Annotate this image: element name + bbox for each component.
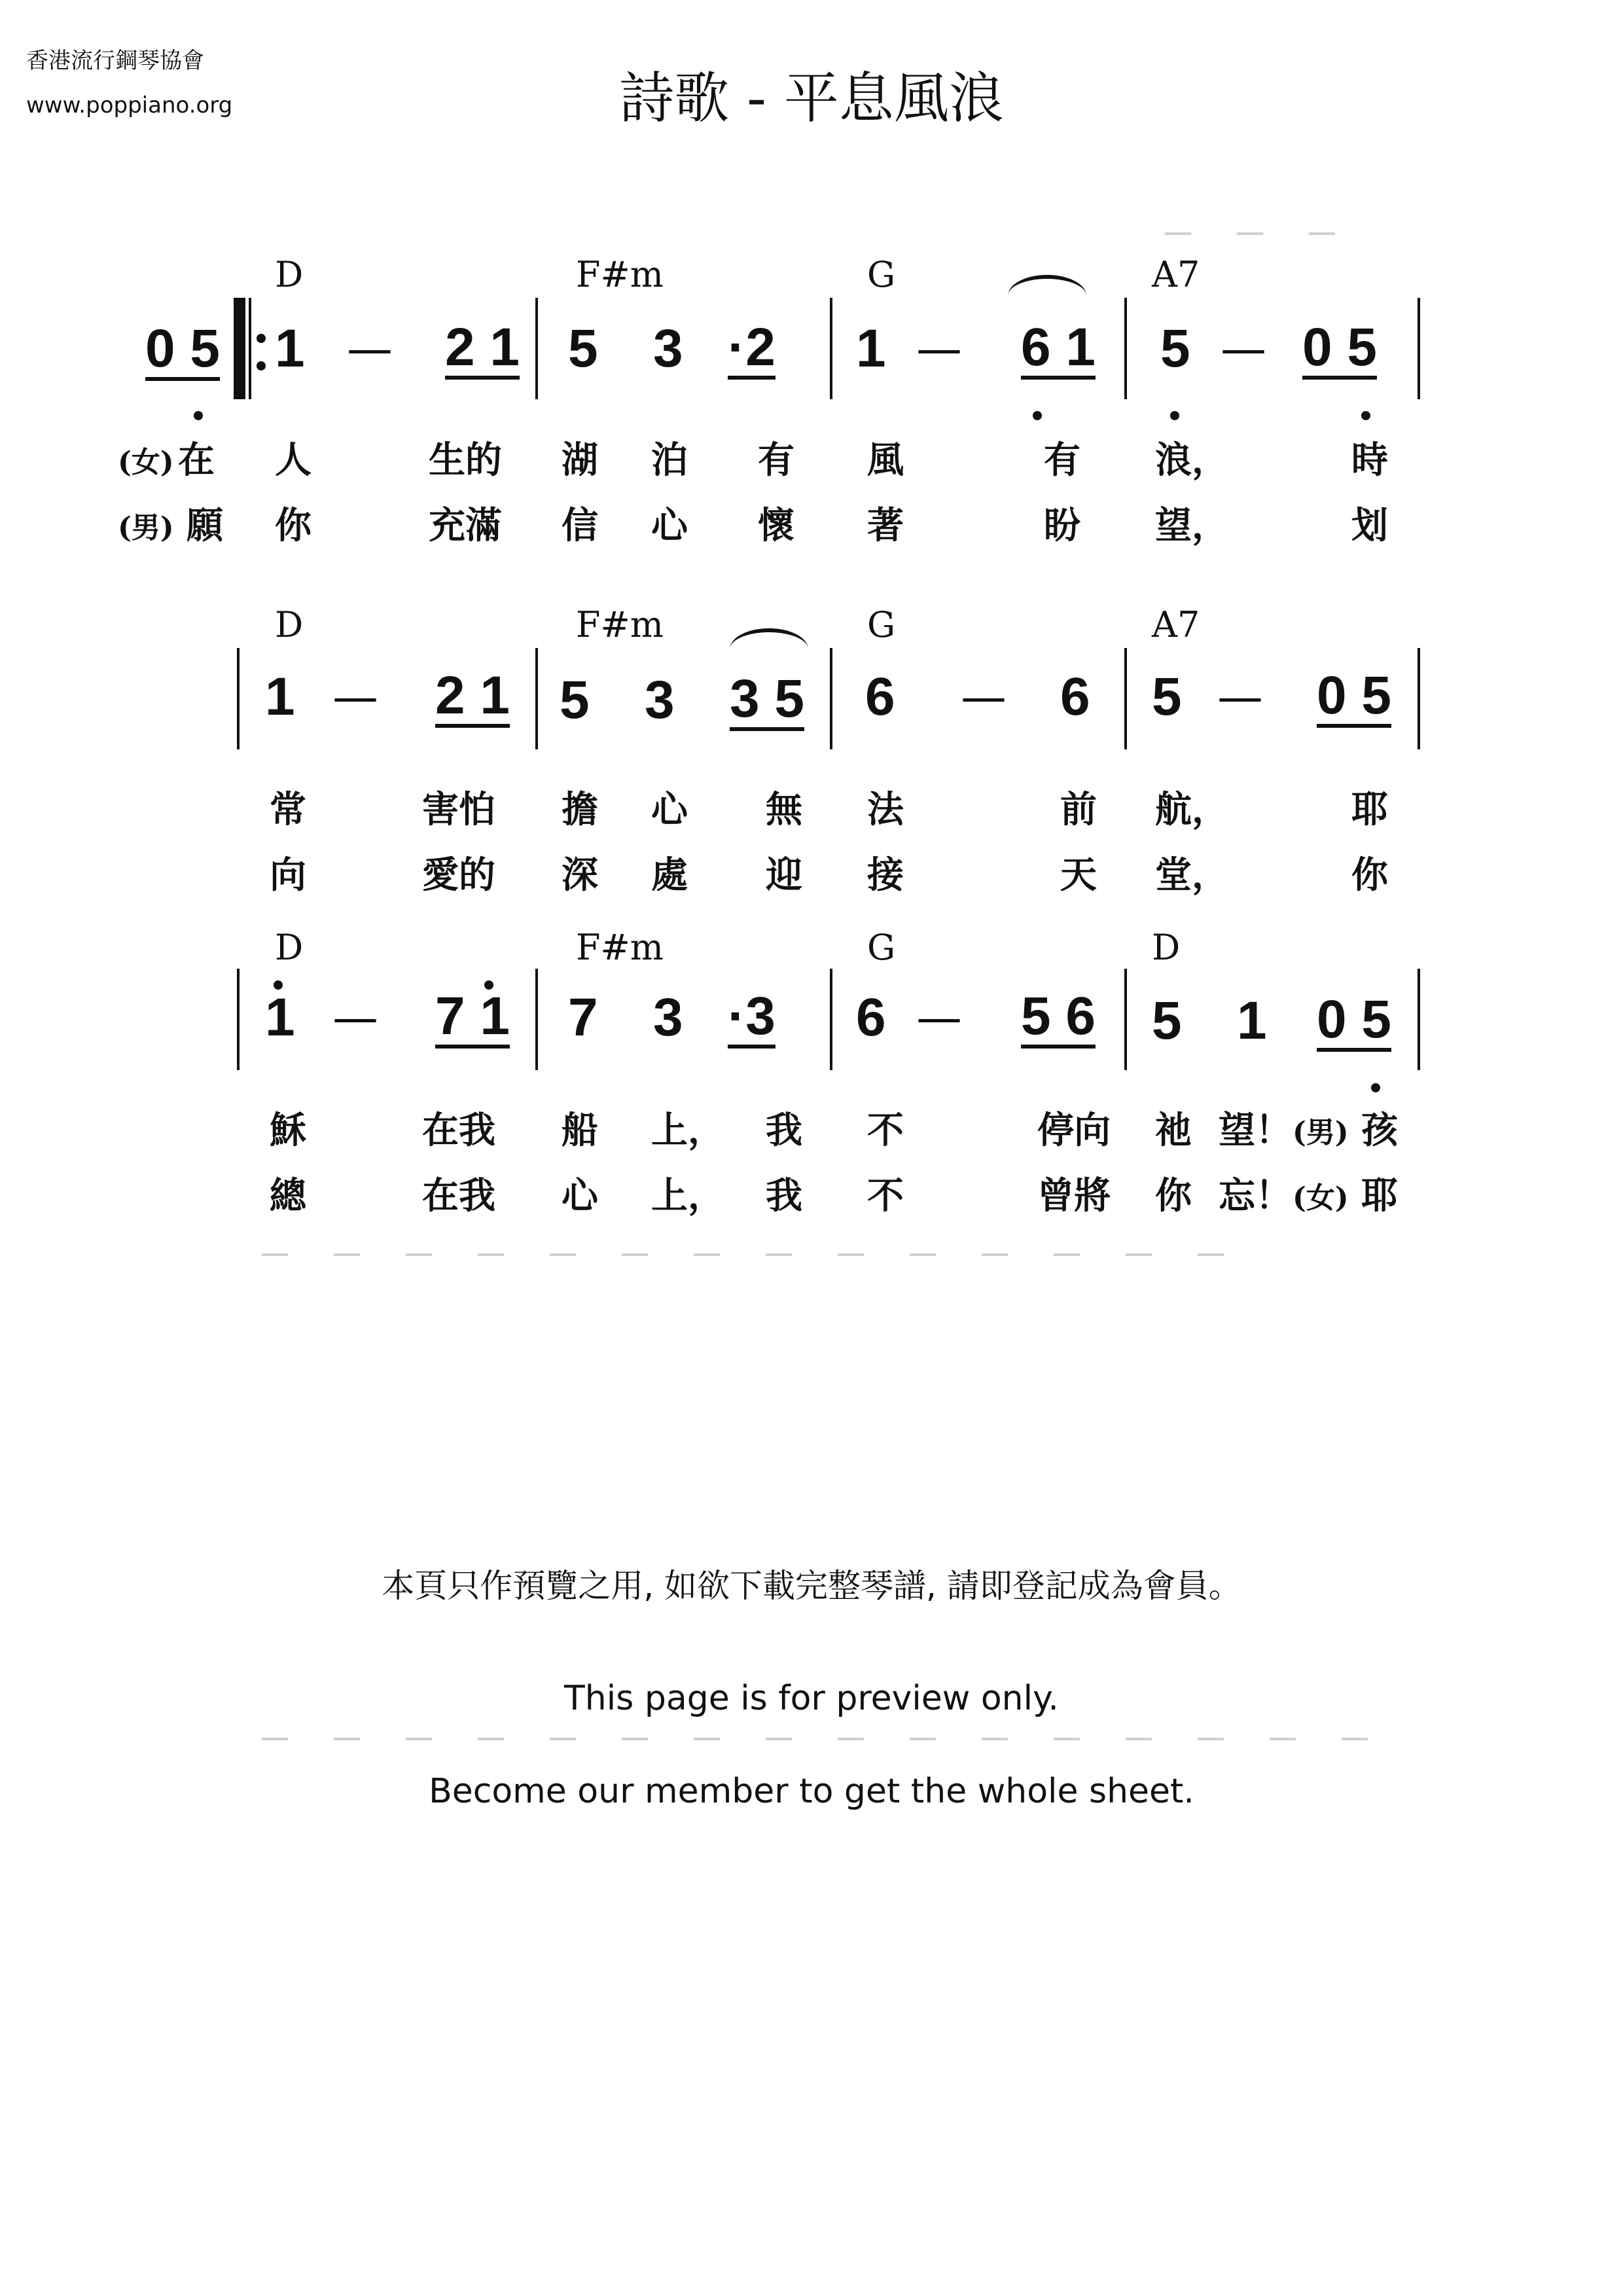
lyric: 忘！ [1219,1174,1292,1217]
lyric: 懷 [758,504,794,547]
repeat-barline [249,298,251,399]
lyric: 盼 [1044,504,1080,547]
note: 6 [865,667,895,726]
note: 0 5 [1317,992,1391,1052]
chord: F#m [576,254,664,295]
barline [1418,298,1420,399]
note: 5 [1152,667,1182,726]
note: 1 [1237,991,1267,1050]
tie-slur [1008,275,1086,296]
membership-notice: Become our member to get the whole sheet. [429,1772,1194,1811]
preview-notice-english: This page is for preview only. [564,1679,1059,1718]
barline [1124,648,1127,749]
faint-scan-line [262,1738,1374,1740]
low-octave-dot [194,411,203,420]
low-octave-dot [1371,1083,1380,1092]
lyric: 湖 [562,439,598,482]
lyric: 我 [766,1174,802,1217]
note: 0 5 [1302,319,1377,380]
low-octave-dot [1361,411,1370,420]
chord: G [867,254,896,295]
chord: A7 [1152,254,1200,295]
note-dash: — [916,322,962,376]
lyric: 有 [758,439,794,482]
barline [237,648,240,749]
note: 5 [560,670,590,730]
chord: D [275,254,304,295]
lyric: 天 [1060,853,1097,897]
lyric: 著 [867,504,904,547]
barline [535,648,538,749]
lyric: 浪， [1155,439,1228,482]
lyric: 迎 [766,853,802,897]
lyric: 在我 [422,1109,495,1152]
barline [237,969,240,1070]
lyric: 心 [651,788,688,831]
barline [535,298,538,399]
note-dash: — [961,670,1007,724]
note: 3 [653,319,683,378]
lyric: 生的 [429,439,502,482]
low-octave-dot [1170,411,1179,420]
note-dash: — [347,322,393,376]
lyric: 害怕 [422,788,495,831]
note: 0 5 [145,321,220,381]
site-url[interactable]: www.poppiano.org [26,92,233,118]
note: 3 5 [730,671,804,731]
page-title: 詩歌 - 平息風浪 [619,66,1004,130]
barline [830,969,832,1070]
barline [1418,648,1420,749]
lyric: 望！ [1219,1109,1292,1152]
lyric: 擔 [562,788,598,831]
note: 1 [265,988,295,1047]
lyric: 你 [1155,1174,1192,1217]
note: 0 5 [1317,668,1391,728]
chord: F#m [576,927,664,968]
lyric: 有 [1044,439,1080,482]
barline [1124,969,1127,1070]
lyric: 泊 [651,439,688,482]
lyric: 信 [562,504,598,547]
repeat-barline [234,298,245,399]
note-dash: — [1217,670,1263,724]
lyric: 望， [1155,504,1228,547]
note: 5 [1152,991,1182,1050]
note: 5 [1160,319,1190,378]
note: ·3 [728,988,776,1049]
lyric-part: (男) [118,511,174,545]
tie-slur [730,628,808,649]
lyric: 風 [867,439,904,482]
lyric: 法 [867,788,904,831]
lyric: 願 [187,504,223,547]
lyric: 在 [178,439,215,482]
chord: G [867,927,896,968]
lyric: 深 [562,853,598,897]
barline [1418,969,1420,1070]
chord: G [867,604,896,645]
lyric: 你 [275,504,312,547]
faint-scan-line [1165,232,1374,235]
lyric: 心 [651,504,688,547]
lyric: 處 [651,853,688,897]
note-dash: — [916,991,962,1045]
lyric: 船 [562,1109,598,1152]
note: 6 1 [1021,319,1096,380]
note-dash: — [332,991,378,1045]
lyric: 向 [270,853,306,897]
note: 5 [568,319,598,378]
lyric: 前 [1060,788,1097,831]
note: 6 [856,988,886,1047]
repeat-dot [257,334,266,343]
chord: A7 [1152,604,1200,645]
lyric: 時 [1351,439,1388,482]
lyric-part: (男) [1293,1116,1349,1149]
lyric: 穌 [270,1109,306,1152]
lyric: 划 [1351,504,1388,547]
lyric: 航， [1155,788,1228,831]
lyric: 接 [867,853,904,897]
lyric: 曾將 [1037,1174,1111,1217]
barline [535,969,538,1070]
note: 3 [645,670,675,730]
barline [1124,298,1127,399]
lyric: 孩 [1361,1109,1398,1152]
lyric: 耶 [1361,1174,1398,1217]
note: 2 1 [435,668,510,728]
preview-notice-chinese: 本頁只作預覽之用, 如欲下載完整琴譜, 請即登記成為會員。 [382,1567,1241,1605]
chord: D [1152,927,1181,968]
lyric: 堂， [1155,853,1228,897]
note: 1 [856,319,886,378]
lyric: 停向 [1037,1109,1111,1152]
lyric: 人 [275,439,312,482]
lyric: 耶 [1351,788,1388,831]
lyric: 我 [766,1109,802,1152]
note: 7 [568,988,598,1047]
note-dash: — [332,670,378,724]
lyric: 愛的 [422,853,495,897]
lyric: 總 [270,1174,306,1217]
low-octave-dot [1033,411,1042,420]
note: 6 [1060,667,1090,726]
note: 1 [265,667,295,726]
note: 1 [275,319,305,378]
lyric: 常 [270,788,306,831]
lyric: 心 [562,1174,598,1217]
site-name: 香港流行鋼琴協會 [26,48,204,74]
chord: D [275,927,304,968]
lyric: 無 [766,788,802,831]
chord: F#m [576,604,664,645]
lyric: 不 [867,1174,904,1217]
note: 2 1 [445,319,520,380]
lyric: 你 [1351,853,1388,897]
note-dash: — [1221,322,1266,376]
lyric: 祂 [1155,1109,1192,1152]
note: 7 1 [435,988,510,1049]
note: 5 6 [1021,988,1096,1049]
repeat-dot [257,361,266,370]
note: ·2 [728,319,776,380]
lyric: 不 [867,1109,904,1152]
note: 3 [653,988,683,1047]
barline [830,648,832,749]
lyric-part: (女) [118,446,174,479]
lyric: 充滿 [429,504,502,547]
barline [830,298,832,399]
faint-scan-line [262,1253,1243,1256]
chord: D [275,604,304,645]
lyric: 在我 [422,1174,495,1217]
lyric-part: (女) [1293,1181,1349,1215]
lyric: 上， [651,1174,724,1217]
lyric: 上， [651,1109,724,1152]
